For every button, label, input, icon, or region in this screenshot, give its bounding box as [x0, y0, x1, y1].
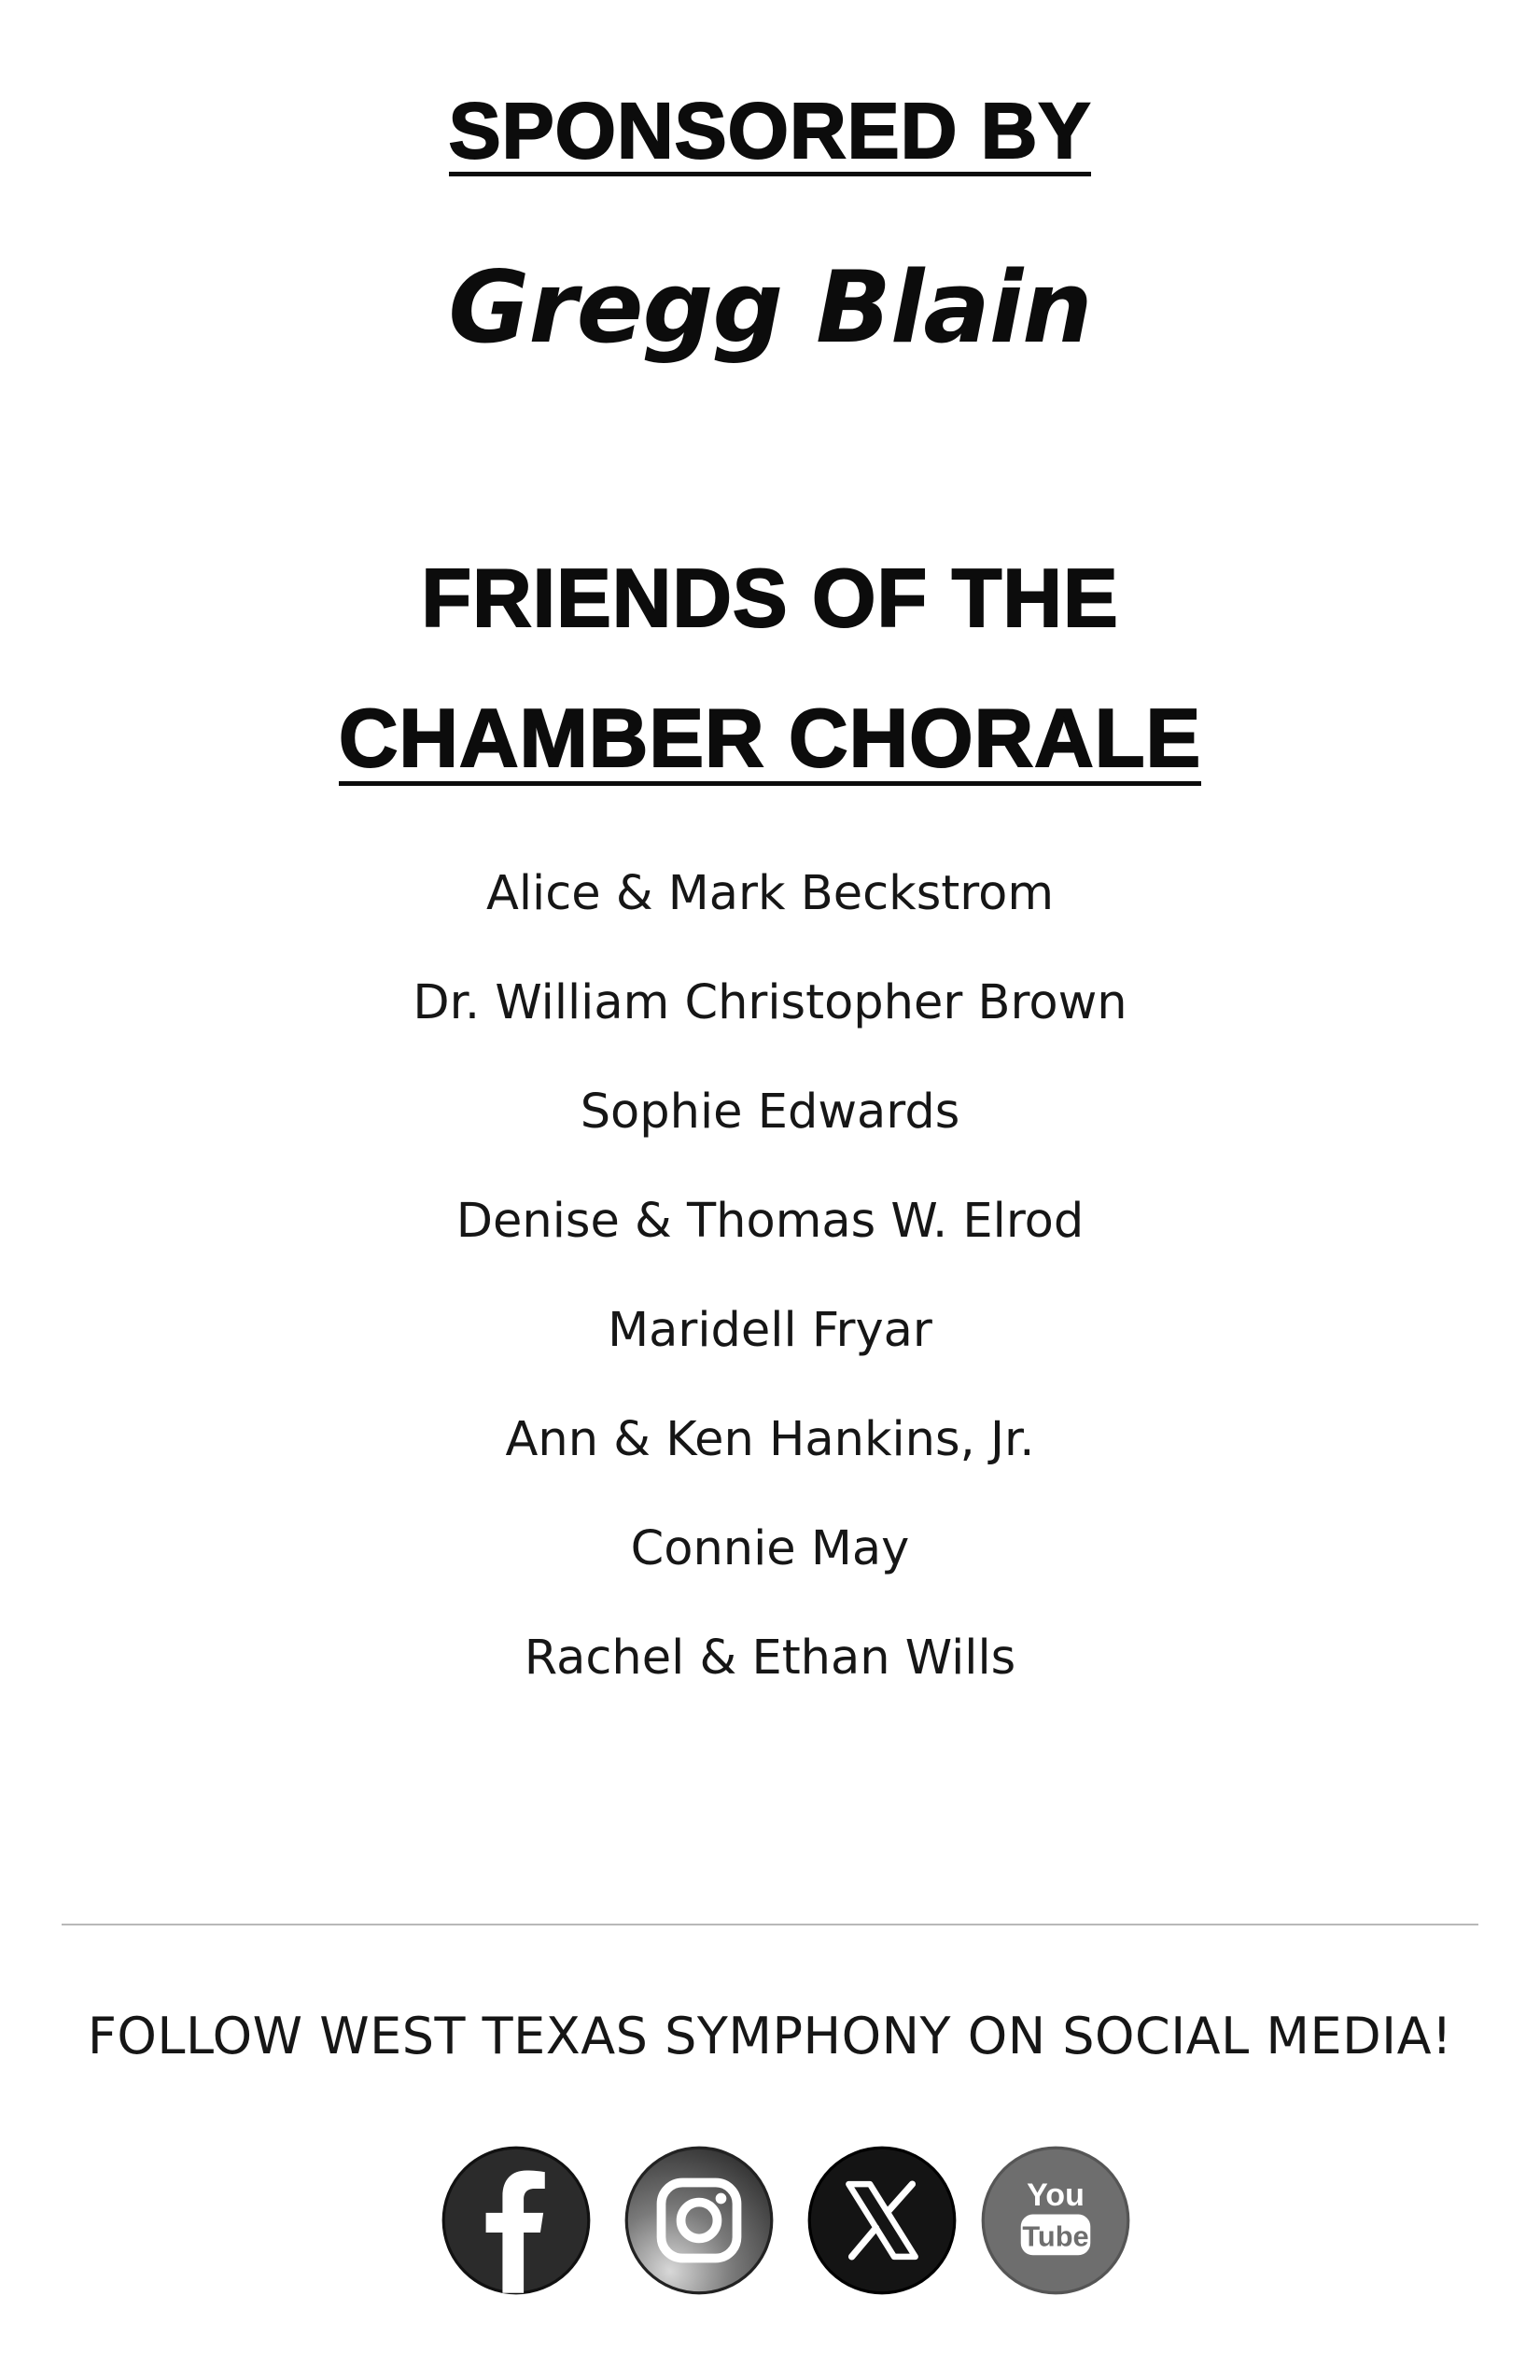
- svg-text:Tube: Tube: [1022, 2219, 1089, 2253]
- facebook-icon[interactable]: [441, 2145, 592, 2296]
- x-icon[interactable]: [806, 2145, 958, 2296]
- divider: [62, 1924, 1478, 1925]
- instagram-icon[interactable]: [623, 2145, 775, 2296]
- friends-heading-line2: [0, 691, 1540, 786]
- friends-heading-line2-text: CHAMBER CHORALE: [338, 692, 1202, 784]
- list-item: Denise & Thomas W. Elrod: [455, 1194, 1085, 1249]
- list-item: Sophie Edwards: [580, 1085, 960, 1140]
- list-item: Alice & Mark Beckstrom: [485, 866, 1055, 921]
- social-icons: [441, 2145, 1131, 2296]
- sponsor-name: Gregg Blain: [448, 250, 1092, 365]
- sponsored-by-heading-text: SPONSORED BY: [448, 87, 1092, 175]
- youtube-icon[interactable]: [980, 2145, 1131, 2296]
- sponsored-by-heading: [0, 86, 1540, 176]
- friends-heading-line1-text: FRIENDS OF THE: [421, 552, 1119, 644]
- follow-text: FOLLOW WEST TEXAS SYMPHONY ON SOCIAL MEDIA!: [87, 2007, 1453, 2065]
- friends-heading-line1: [0, 551, 1540, 646]
- list-item: Dr. William Christopher Brown: [413, 975, 1127, 1030]
- friends-list: [0, 851, 1540, 1725]
- list-item: Maridell Fryar: [608, 1303, 932, 1358]
- list-item: Ann & Ken Hankins, Jr.: [505, 1412, 1035, 1467]
- svg-text:You: You: [1027, 2177, 1085, 2213]
- list-item: Connie May: [630, 1521, 910, 1576]
- list-item: Rachel & Ethan Wills: [524, 1631, 1016, 1686]
